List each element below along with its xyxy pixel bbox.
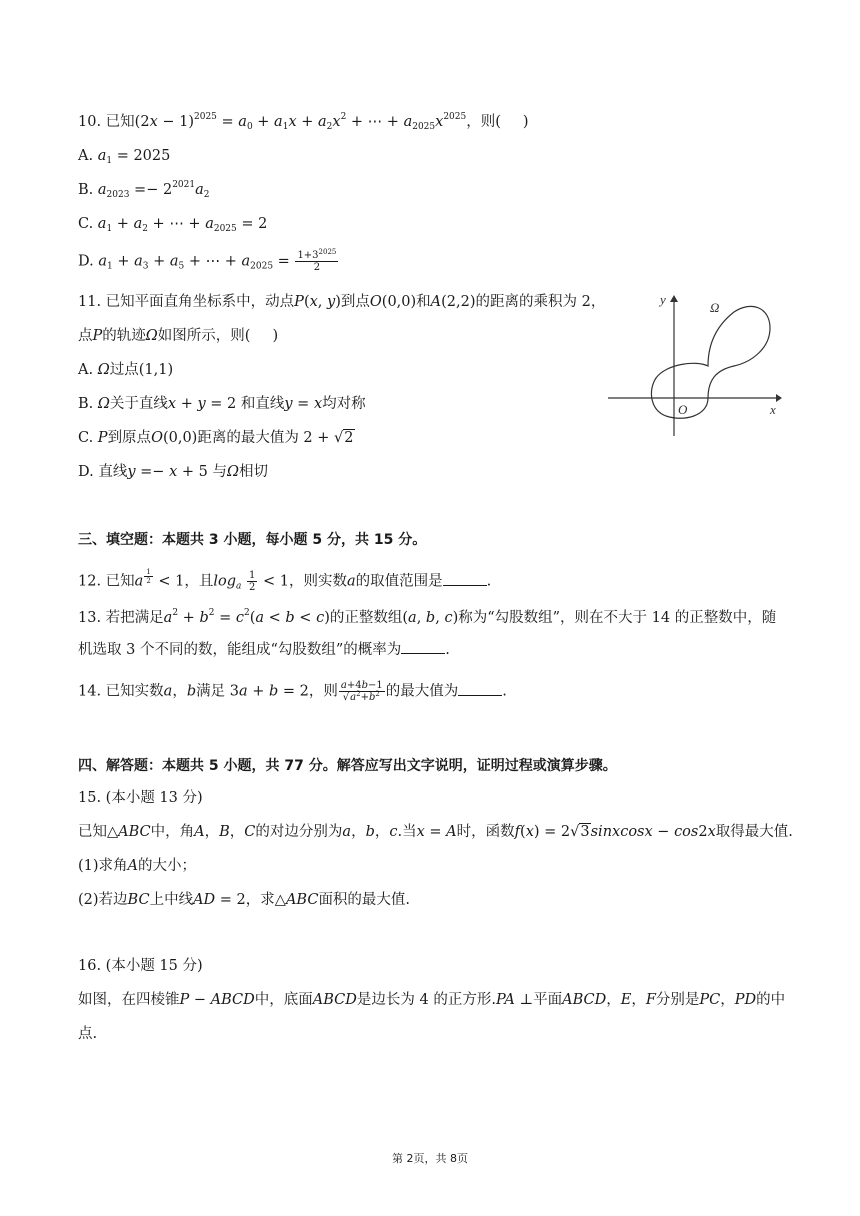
q11-stem-line1: 11. 已知平面直角坐标系中，动点P(x, y)到点O(0,0)和A(2,2)的距离的乘积为 2， [78, 294, 606, 310]
fraction: $\frac{1+3^{2025}}{2}$ [297, 248, 337, 273]
q11-option-a: A. Ω过点(1,1) [78, 362, 174, 378]
x-axis-arrow [776, 394, 782, 402]
q16-header: 16. (本小题 15 分) [78, 958, 203, 974]
q11-option-c: C. P到原点O(0,0)距离的最大值为 2 + √2 [78, 430, 354, 446]
page-footer: 第 2页，共 8页 [392, 1152, 468, 1165]
q10-stem: 10. 已知$(2x - 1)^{2025} = a_0 + a_1x + a_2x^2$ + ⋯ + $a_{2025}x^{2025}$，则( ) [78, 112, 529, 132]
q11-option-d: D. 直线y =− x + 5 与Ω相切 [78, 464, 268, 480]
q15-part-2: (2)若边BC上中线AD = 2，求△ABC面积的最大值. [78, 892, 411, 908]
q15-stem: 已知△ABC中，角A，B，C的对边分别为a，b，c.当x = A时，函数f(x) = 2√3sinxcosx − cos2x取得最大值. [78, 824, 793, 840]
x-label: x [770, 402, 776, 417]
q10-option-d: D. $a_1 + a_3 + a_5$ + ⋯ + $a_{2025}$ = $\frac{1+3^{2025}}{2}$ [78, 248, 337, 273]
q15-part-1: (1)求角A的大小； [78, 858, 197, 874]
q14: 14. 已知实数a，b满足 3a + b = 2，则 $\frac{a+4b-1}{√a^2+b^2}$ 的最大值为 . [78, 680, 507, 703]
omega-label: Ω [710, 300, 720, 315]
q13-line2: 机选取 3 个不同的数，能组成“勾股数组”的概率为 . [78, 642, 450, 658]
y-axis-arrow [670, 295, 678, 302]
section-4-title: 四、解答题：本题共 5 小题，共 77 分。解答应写出文字说明，证明过程或演算步骤。 [78, 758, 617, 774]
q12: 12. 已知a $^{\frac{1}{2}}$ < 1，且$\log_a$ $\frac{1}{2}$ < 1，则实数a的取值范围是 . [78, 568, 492, 593]
q10-option-a: A. $a_1 = 2025$ [78, 148, 171, 166]
q16-stem-line2: 点. [78, 1026, 98, 1042]
q16-stem-line1: 如图，在四棱锥P − ABCD中，底面ABCD是边长为 4 的正方形.PA ⊥平面ABCD，E，F分别是PC，PD的中 [78, 992, 786, 1008]
origin-label: O [678, 402, 688, 417]
q13-line1: 13. 若把满足$a^2 + b^2 = c^2(a < b < c)$的正整数组(a, b, c)称为“勾股数组”，则在不大于 14 的正整数中，随 [78, 608, 777, 626]
curve-omega [651, 306, 770, 418]
q11-stem-line2: 点P的轨迹Ω如图所示，则( ) [78, 328, 279, 344]
q10-option-c: C. $a_1 + a_2$ + ⋯ + $a_{2025} = 2$ [78, 216, 268, 234]
y-label: y [660, 292, 666, 307]
q15-header: 15. (本小题 13 分) [78, 790, 203, 806]
section-3-title: 三、填空题：本题共 3 小题，每小题 5 分，共 15 分。 [78, 532, 427, 548]
lemniscate-figure [604, 290, 784, 440]
q10-option-b: B. $a_{2023} =- 2^{2021}a_2$ [78, 180, 210, 200]
q11-option-b: B. Ω关于直线x + y = 2 和直线y = x均对称 [78, 396, 366, 412]
